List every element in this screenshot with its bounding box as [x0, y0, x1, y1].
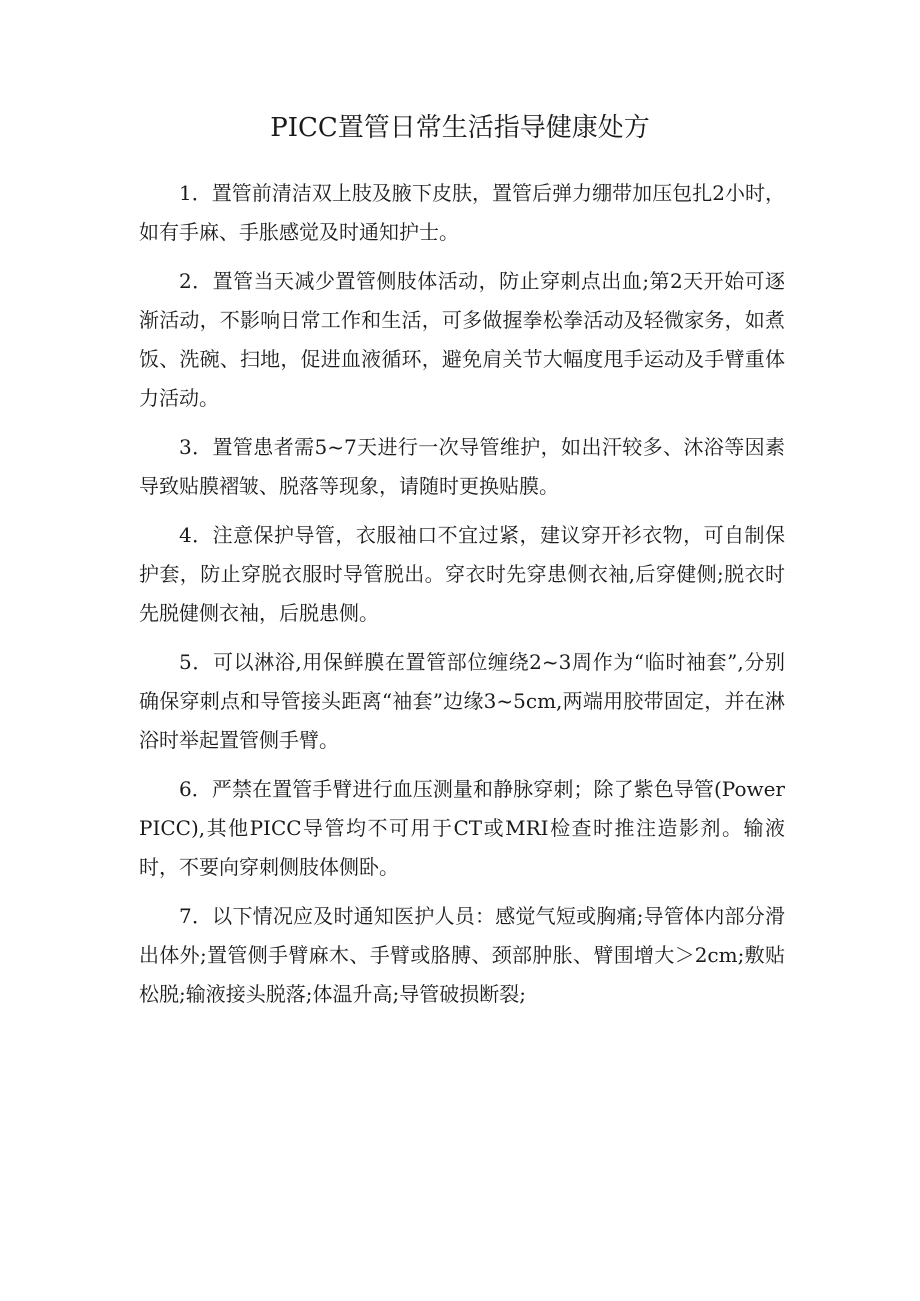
paragraph-3: 3．置管患者需5~7天进行一次导管维护，如出汗较多、沐浴等因素导致贴膜褶皱、脱落等现象，请随时更换贴膜。: [139, 435, 785, 498]
paragraph-1: 1．置管前清洁双上肢及腋下皮肤，置管后弹力绷带加压包扎2小时，如有手麻、手胀感觉及时通知护士。: [139, 181, 785, 244]
paragraph-2: 2．置管当天减少置管侧肢体活动，防止穿刺点出血;第2天开始可逐渐活动，不影响日常工作和生活，可多做握拳松拳活动及轻微家务，如煮饭、洗碗、扫地，促进血液循环，避免肩关节大幅度甩手运动及手臂重体力活动。: [139, 269, 785, 410]
paragraph-6: 6．严禁在置管手臂进行血压测量和静脉穿刺；除了紫色导管(PowerPICC),其他PICC导管均不可用于CT或MRI检查时推注造影剂。输液时，不要向穿刺侧肢体侧卧。: [139, 777, 785, 879]
paragraph-5: 5．可以淋浴,用保鲜膜在置管部位缠绕2~3周作为“临时袖套”,分别确保穿刺点和导管接头距离“袖套”边缘3~5cm,两端用胶带固定，并在淋浴时举起置管侧手臂。: [139, 650, 785, 752]
paragraph-7: 7．以下情况应及时通知医护人员：感觉气短或胸痛;导管体内部分滑出体外;置管侧手臂麻木、手臂或胳膊、颈部肿胀、臂围增大＞2cm;敷贴松脱;输液接头脱落;体温升高;导管破损断裂;: [139, 904, 785, 1006]
paragraph-4: 4．注意保护导管，衣服袖口不宜过紧，建议穿开衫衣物，可自制保护套，防止穿脱衣服时导管脱出。穿衣时先穿患侧衣袖,后穿健侧;脱衣时先脱健侧衣袖，后脱患侧。: [139, 523, 785, 625]
document-title: PICC置管日常生活指导健康处方: [270, 113, 650, 143]
document-body: [139, 174, 785, 1024]
